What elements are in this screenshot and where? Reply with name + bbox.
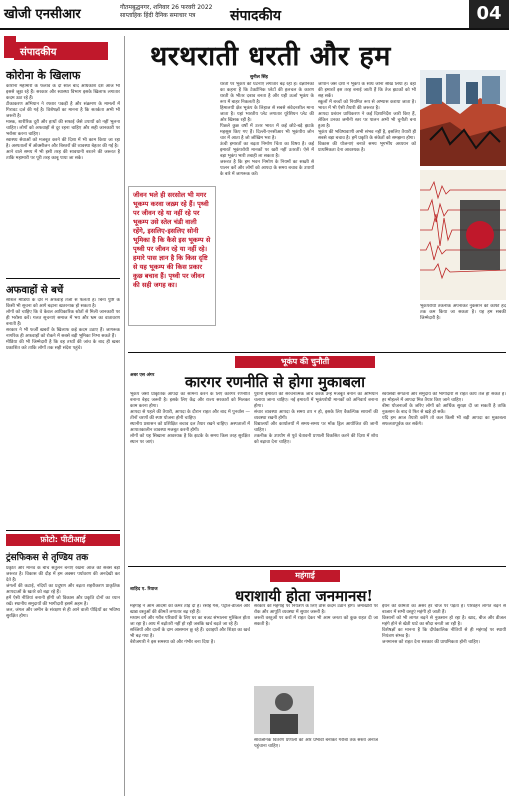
strategy-column-3: स्वयंसेवी संगठनों और समुदाय की भागीदारी से राहत कार्य तेज हो सकते हैं। हर मोहल्ले में आपदा मित्र तैयार किए जाने चाहिए। बीमा योजनाओं के जरिए लोगों को आर्थिक सुरक्षा दी जा सकती है ताकि नुकसान के बाद वे फिर से खड़े हो सकें। यदि हम आज तैयारी करेंगे तो कल किसी भी बड़ी आपदा का मुकाबला सफलतापूर्वक कर सकेंगे।: [382, 392, 506, 427]
lead-author: सुनील सिंह: [250, 75, 268, 80]
banner-earthquake: भूकंप की चुनौती: [235, 356, 375, 368]
section-divider-1: [128, 352, 506, 353]
article2-title: अफवाहों से बचें: [6, 285, 64, 296]
author-inflation: शाहिद ए. रियाज: [130, 587, 158, 592]
inflation-photo: [254, 686, 314, 734]
lead-column-1: धरती पर भूकंप की घटनाएं लगातार बढ़ रही हैं। वैज्ञानिकों का कहना है कि टेक्टोनिक प्लेटों की हलचल के कारण धरती के भीतर दबाव बनता है और यही ऊर्जा भूकंप के रूप में बाहर निकलती है। हिमालयी क्षेत्र भूकंप के लिहाज से सबसे संवेदनशील माना जाता है। यहां भारतीय प्लेट लगातार यूरेशियन प्लेट की ओर खिसक रही है। पिछले कुछ वर्षों में उत्तर भारत में कई छोटे-बड़े झटके महसूस किए गए हैं। दिल्ली-एनसीआर भी भूकंपीय जोन चार में आता है जो जोखिम भरा है। ऊंची इमारतों का बढ़ता निर्माण चिंता का विषय है। कई इमारतें भूकंपरोधी मानकों पर खरी नहीं उतरतीं। ऐसे में बड़ा भूकंप भारी तबाही ला सकता है। जरूरत है कि हम भवन निर्माण के नियमों का सख्ती से पालन करें और लोगों को आपदा के समय बचाव के उपायों के बारे में जागरूक करें।: [220, 82, 314, 177]
article2-body: सोशल मीडिया के दौर में अफवाहें तेजी से फैलती हैं। बिना पुष्टि के किसी भी सूचना को आगे बढ़ाना खतरनाक हो सकता है। लोगों को चाहिए कि वे केवल आधिकारिक स्रोतों से मिली जानकारी पर ही भरोसा करें। गलत सूचनाएं समाज में भय और भ्रम का वातावरण बनाती हैं। सरकार ने भी फर्जी खबरों के खिलाफ कई कदम उठाए हैं। जागरूक नागरिक ही अफवाहों को रोकने में सबसे बड़ी भूमिका निभा सकते हैं। मीडिया की भी जिम्मेदारी है कि वह तथ्यों की जांच के बाद ही खबर प्रकाशित करे ताकि लोगों तक सही संदेश पहुंचे।: [6, 298, 120, 351]
inflation-column-2a: सरकार को महंगाई पर नियंत्रण के लिए ठोस कदम उठाने होंगे। जमाखोरी पर रोक और आपूर्ति व्यवस्था में सुधार जरूरी है। जरूरी वस्तुओं पर करों में राहत देकर भी आम जनता को कुछ राहत दी जा सकती है।: [254, 604, 378, 627]
sidebar-divider-1: [6, 278, 120, 279]
section-title: संपादकीय: [230, 8, 281, 24]
person-icon: [254, 686, 314, 734]
article1-body: कोरोना महामारी के फैलाव के दो साल बाद अधिकांश देश आज भी इससे जूझ रहे हैं। सरकार और स्वास्थ्य विभाग इसके खिलाफ लगातार कदम उठा रहे हैं। टीकाकरण अभियान ने रफ्तार पकड़ी है और संक्रमण के मामलों में गिरावट दर्ज की गई है। विशेषज्ञों का मानना है कि सतर्कता अभी भी जरूरी है। मास्क, शारीरिक दूरी और हाथों की सफाई जैसे उपायों को नहीं भूलना चाहिए। लोगों को अफवाहों से दूर रहना चाहिए और सही जानकारी पर भरोसा करना चाहिए। स्वास्थ्य सेवाओं को मजबूत करने की दिशा में भी काम किया जा रहा है। अस्पतालों में ऑक्सीजन और बिस्तरों की व्यवस्था बेहतर की गई है। आने वाले समय में भी इसी तरह की सावधानी बरतने की जरूरत है ताकि महामारी पर पूरी तरह काबू पाया जा सके।: [6, 84, 120, 161]
article3-band: फ़ोटो: पीटीआई: [6, 534, 120, 546]
earthquake-illustration: [420, 70, 506, 166]
strategy-column-2: पुरानी इमारतों की संरचनात्मक जांच करके उन्हें मजबूत बनाने का अभियान चलाया जाना चाहिए। नई इमारतों में भूकंपरोधी मानकों को अनिवार्य बनाना होगा। संचार व्यवस्था आपदा के समय ठप न हो, इसके लिए वैकल्पिक साधनों की व्यवस्था रखनी होगी। विद्यालयों और कार्यालयों में समय-समय पर मॉक ड्रिल आयोजित की जानी चाहिए। तकनीक के उपयोग से पूर्व चेतावनी प्रणाली विकसित करने की दिशा में शोध को बढ़ावा देना चाहिए।: [254, 392, 378, 445]
date-line-2: साप्ताहिक हिंदी दैनिक समाचार पत्र: [120, 12, 196, 19]
newspaper-logo: खोजी एनसीआर: [4, 7, 81, 22]
lead-pull-quote: जीवन भले ही सरसोल भी मगर भूकम्प करवा जख़्म रहे हैं। पृथ्वी पर जीवन रहे या नहीं रहे पर भूकम्प उसे स्तेल चंडी वाली रहेंगे, इसलिए-इसलिए सोनी भूमिका है कि कैसे इस भूकम्प से पृथ्वी पर जीवन रहे या नहीं रहे। हमारे पास ज्ञान है कि किस दृष्टि से यह भूकम्प की किस प्रकार कुछ बचाव हैं। पृथ्वी पर जीवन की सही जगह का।: [128, 186, 216, 326]
date-line-1: गौतमबुद्धनगर, शनिवार 26 फरवरी 2022: [120, 4, 213, 11]
banner-inflation: महंगाई: [270, 570, 340, 582]
strategy-column-1: भूकंप जैसी प्राकृतिक आपदा का सामना करने के लिए कारगर रणनीति बनाना बेहद जरूरी है। इसके लिए केंद्र और राज्य सरकारों को मिलकर काम करना होगा। आपदा से पहले की तैयारी, आपदा के दौरान राहत और बाद में पुनर्वास — तीनों चरणों की स्पष्ट योजना होनी चाहिए। स्थानीय प्रशासन को प्रशिक्षित बचाव दल तैयार रखने चाहिए। अस्पतालों में आपातकालीन व्यवस्था मजबूत करनी होगी। लोगों को यह सिखाना आवश्यक है कि झटके के समय किस तरह सुरक्षित स्थान पर जाएं।: [130, 392, 250, 445]
inflation-column-3: ईंधन की कीमतों का असर हर चीज पर पड़ता है। परिवहन लागत बढ़ने से बाजार में सभी वस्तुएं महंगी हो जाती हैं। किसानों को भी लागत बढ़ने से नुकसान हो रहा है। खाद, बीज और डीजल महंगे होने से खेती घाटे का सौदा बनती जा रही है। विशेषज्ञों का मानना है कि दीर्घकालिक नीतियों से ही महंगाई पर स्थायी नियंत्रण संभव है। जनमानस को राहत देना सरकार की प्राथमिकता होनी चाहिए।: [382, 604, 506, 645]
lead-column-3: भूकंपरोधी तकनीक अपनाकर नुकसान को काफी हद तक कम किया जा सकता है। यह हम सबकी जिम्मेदारी है।: [420, 304, 506, 321]
article3-title: ट्रंसफिकस से तृण्डिय तक: [6, 553, 89, 563]
article3-body: प्रकृति और मानव के बीच संतुलन बनाए रखना आज की सबसे बड़ी जरूरत है। विकास की दौड़ में हम अक्सर पर्यावरण की अनदेखी कर देते हैं। जंगलों की कटाई, नदियों का प्रदूषण और बढ़ता शहरीकरण प्राकृतिक आपदाओं के खतरे को बढ़ा रहे हैं। हमें ऐसी नीतियां बनानी होंगी जो विकास और प्रकृति दोनों का ध्यान रखें। स्थानीय समुदायों की भागीदारी इसमें अहम है। जल, जंगल और जमीन के संरक्षण से ही आने वाली पीढ़ियों का भविष्य सुरक्षित होगा।: [6, 566, 120, 619]
lead-headline: थरथराती धरती और हम: [150, 41, 391, 72]
page-number: 04: [469, 0, 509, 28]
lead-column-2: जापान जैसे देशों ने भूकंप के साथ जीना सीख लिया है। वहां की इमारतें इस तरह बनाई जाती हैं कि तेज झटकों को भी सह सकें। स्कूलों में बच्चों को नियमित रूप से अभ्यास कराया जाता है। भारत में भी ऐसी तैयारी की जरूरत है। आपदा प्रबंधन प्राधिकरण ने कई दिशानिर्देश जारी किए हैं, लेकिन उनका जमीनी स्तर पर पालन अभी भी चुनौती बना हुआ है। भूकंप की भविष्यवाणी अभी संभव नहीं है, इसलिए तैयारी ही सबसे बड़ा बचाव है। हमें प्रकृति के संकेतों को समझना होगा। विकास की योजनाएं बनाते समय भूगर्भीय अध्ययन को प्राथमिकता देना आवश्यक है।: [318, 82, 416, 153]
sidebar-band: संपादकीय: [14, 42, 108, 60]
inflation-column-1: महंगाई ने आम आदमी की कमर तोड़ दी है। रसोई गैस, पेट्रोल-डीजल और खाद्य वस्तुओं की कीमतें लगातार बढ़ रही हैं। मध्यम वर्ग और गरीब परिवारों के लिए घर का बजट संभालना मुश्किल होता जा रहा है। आय में बढ़ोतरी नहीं हो रही जबकि खर्च बढ़ते जा रहे हैं। सब्जियों और दालों के दाम आसमान छू रहे हैं। दवाइयों और शिक्षा का खर्च भी बढ़ गया है। बेरोजगारी ने इस समस्या को और गंभीर बना दिया है।: [130, 604, 250, 645]
article1-title: कोरोना के खिलाफ: [6, 69, 81, 82]
author-strategy: अबर एस अंगर: [130, 373, 155, 378]
sidebar-accent: [4, 36, 16, 58]
sidebar-divider-2: [6, 530, 120, 531]
seismograph-icon: [420, 170, 506, 300]
seismograph-image: [420, 170, 506, 300]
headline-strategy: कारगर रणनीति से होगा मुकाबला: [185, 373, 365, 391]
dateline: [120, 4, 213, 20]
lead-photo: [420, 70, 506, 166]
headline-inflation: धराशायी होता जनमानस!: [235, 587, 374, 605]
inflation-middle: [254, 604, 378, 796]
section-divider-2: [128, 566, 506, 567]
column-rule-left: [124, 36, 125, 796]
inflation-column-2b: सार्वजनिक वितरण प्रणाली को और प्रभावी बनाकर गरीबों तक सस्ता अनाज पहुंचाना चाहिए।: [254, 738, 378, 749]
